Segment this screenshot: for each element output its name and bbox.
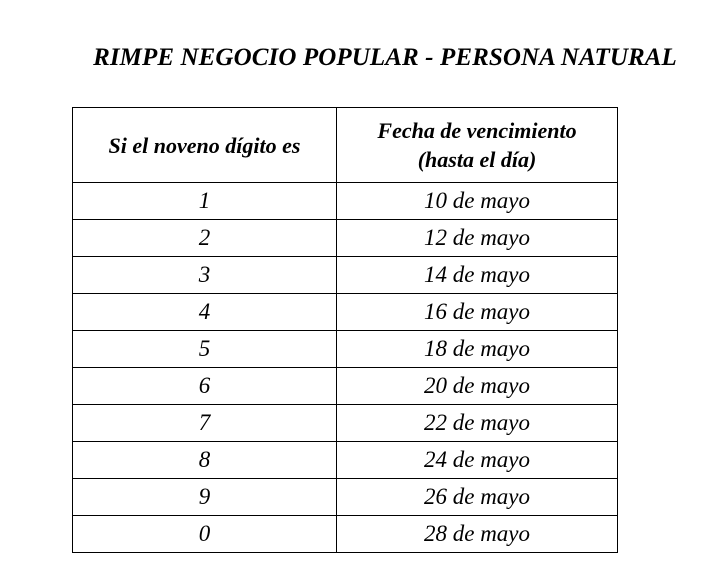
- digit-cell: 7: [73, 405, 337, 442]
- deadline-cell: 16 de mayo: [337, 294, 618, 331]
- table-row: [73, 331, 618, 368]
- deadline-cell: 10 de mayo: [337, 183, 618, 220]
- table-row: [73, 479, 618, 516]
- table-row: [73, 294, 618, 331]
- deadline-table: [72, 107, 618, 553]
- table-header-row: [73, 108, 618, 183]
- table-row: [73, 220, 618, 257]
- header-ninth-digit: Si el noveno dígito es: [73, 108, 337, 183]
- header-deadline-line2: (hasta el día): [417, 147, 537, 172]
- deadline-cell: 24 de mayo: [337, 442, 618, 479]
- digit-cell: 3: [73, 257, 337, 294]
- header-deadline-line1: Fecha de vencimiento: [377, 118, 577, 143]
- digit-cell: 8: [73, 442, 337, 479]
- table-row: [73, 368, 618, 405]
- digit-cell: 0: [73, 516, 337, 553]
- table-row: [73, 405, 618, 442]
- table-row: [73, 442, 618, 479]
- table-row: [73, 257, 618, 294]
- digit-cell: 5: [73, 331, 337, 368]
- digit-cell: 9: [73, 479, 337, 516]
- digit-cell: 6: [73, 368, 337, 405]
- deadline-cell: 14 de mayo: [337, 257, 618, 294]
- document-title: RIMPE NEGOCIO POPULAR - PERSONA NATURAL: [93, 44, 677, 71]
- table-row: [73, 183, 618, 220]
- deadline-cell: 28 de mayo: [337, 516, 618, 553]
- deadline-cell: 26 de mayo: [337, 479, 618, 516]
- deadline-cell: 12 de mayo: [337, 220, 618, 257]
- deadline-cell: 20 de mayo: [337, 368, 618, 405]
- header-deadline: [337, 108, 618, 183]
- deadline-cell: 18 de mayo: [337, 331, 618, 368]
- deadline-cell: 22 de mayo: [337, 405, 618, 442]
- digit-cell: 1: [73, 183, 337, 220]
- digit-cell: 2: [73, 220, 337, 257]
- table-row: [73, 516, 618, 553]
- digit-cell: 4: [73, 294, 337, 331]
